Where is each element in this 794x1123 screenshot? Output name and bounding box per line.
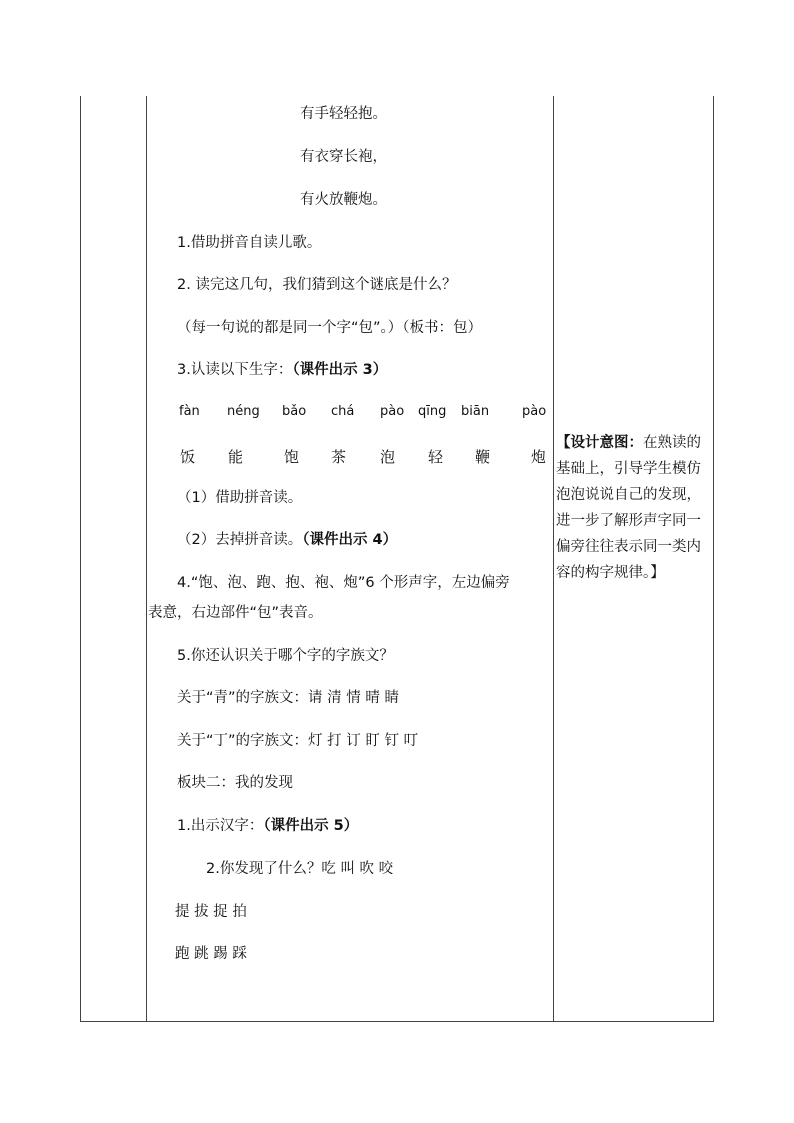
pinyin-8: pào	[522, 404, 547, 419]
pinyin-3: bǎo	[282, 404, 307, 419]
hanzi-5: 泡	[380, 448, 396, 466]
step-1: 1.借助拼音自读儿歌。	[177, 235, 322, 251]
pinyin-5: pào	[380, 404, 405, 419]
pinyin-4: chá	[331, 404, 355, 419]
design-intent-body: 在熟读的基础上，引导学生模仿泡泡说说自己的发现，进一步了解形声字同一偏旁往往表示同一类内容的构字规律。】	[556, 435, 701, 581]
table-border-right	[713, 96, 714, 1022]
char-group-hand: 提 拔 捉 拍	[175, 904, 247, 920]
sub-step-2-courseware: （课件出示 4）	[302, 532, 398, 548]
design-intent-note	[556, 430, 712, 586]
pinyin-1: fàn	[179, 404, 200, 419]
show-characters	[177, 817, 358, 835]
design-intent-label: 【设计意图：	[556, 435, 643, 451]
step-3	[177, 361, 387, 379]
step-4-line-1: 4.“饱、泡、跑、抱、袍、炮”6 个形声字，左边偏旁	[177, 575, 510, 591]
table-border-left	[80, 96, 81, 1022]
hanzi-3: 饱	[284, 448, 300, 466]
pinyin-7: biān	[461, 404, 490, 419]
hanzi-6: 轻	[428, 448, 444, 466]
table-divider-2	[553, 96, 554, 1022]
show-characters-text: 1.出示汉字：	[177, 818, 264, 834]
char-group-foot: 跑 跳 踢 踩	[175, 946, 247, 962]
poem-line-2: 有衣穿长袍，	[300, 149, 387, 165]
step-3-text: 3.认读以下生字：	[177, 362, 293, 378]
poem-line-3: 有火放鞭炮。	[300, 192, 387, 208]
section-2-heading: 板块二：我的发现	[177, 775, 293, 791]
table-divider-1	[146, 96, 147, 1022]
pinyin-6: qīng	[418, 404, 447, 419]
discovery-question: 2.你发现了什么？吃 叫 吹 咬	[206, 861, 394, 877]
step-2: 2. 读完这几句，我们猜到这个谜底是什么？	[177, 277, 457, 293]
step-5: 5.你还认识关于哪个字的字族文？	[177, 648, 394, 664]
hanzi-8: 炮	[531, 448, 547, 466]
step-3-courseware: （课件出示 3）	[292, 362, 388, 378]
pinyin-2: néng	[227, 404, 260, 419]
hanzi-4: 茶	[331, 448, 347, 466]
hanzi-7: 鞭	[475, 448, 491, 466]
step-4-line-2: 表意，右边部件“包”表音。	[148, 605, 323, 621]
sub-step-1: （1）借助拼音读。	[177, 490, 303, 506]
show-characters-courseware: （课件出示 5）	[263, 818, 359, 834]
sub-step-2	[177, 531, 397, 549]
step-2-answer: （每一句说的都是同一个字“包”。）（板书：包）	[177, 320, 483, 336]
hanzi-1: 饭	[180, 448, 196, 466]
hanzi-2: 能	[228, 448, 244, 466]
table-border-bottom	[80, 1021, 714, 1022]
word-family-ding: 关于“丁”的字族文：灯 打 订 盯 钉 叮	[177, 733, 419, 749]
word-family-qing: 关于“青”的字族文：请 清 情 晴 睛	[177, 690, 399, 706]
poem-line-1: 有手轻轻抱。	[300, 106, 387, 122]
sub-step-2-text: （2）去掉拼音读。	[177, 532, 303, 548]
